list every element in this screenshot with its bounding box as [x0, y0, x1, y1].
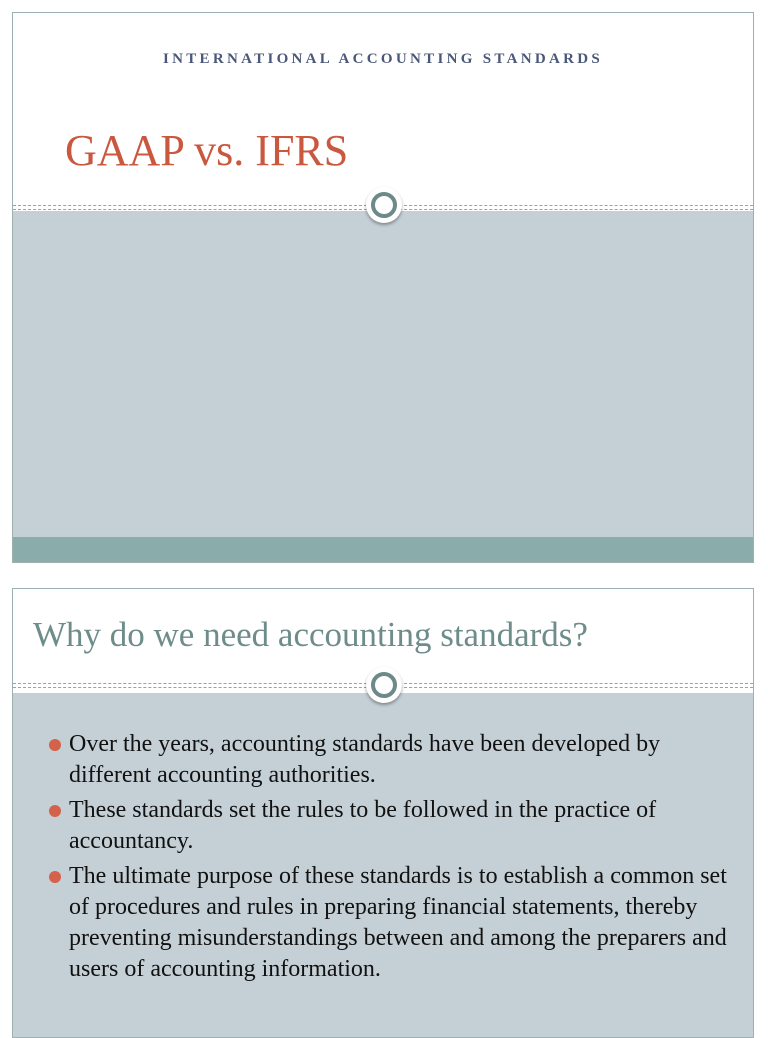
- bullet-item: [47, 729, 727, 791]
- slide-subtitle: INTERNATIONAL ACCOUNTING STANDARDS: [162, 51, 604, 67]
- title-content-panel: [13, 211, 753, 537]
- title-footer-band: [13, 537, 753, 563]
- title-slide: [12, 12, 754, 563]
- bullet-dot-icon: [49, 739, 61, 751]
- bullet-text: These standards set the rules to be followed in the practice of accountancy.: [69, 797, 657, 854]
- circle-ornament-icon: [366, 187, 402, 223]
- bullet-dot-icon: [49, 871, 61, 883]
- slide-heading: Why do we need accounting standards?: [33, 615, 588, 654]
- bullet-item: [47, 861, 727, 985]
- bullet-list: [47, 729, 727, 989]
- bullet-text: Over the years, accounting standards have been developed by different accounting authorities.: [69, 731, 661, 788]
- content-slide: [12, 588, 754, 1038]
- bullet-dot-icon: [49, 805, 61, 817]
- circle-ornament-icon: [366, 667, 402, 703]
- bullet-item: [47, 795, 727, 857]
- bullet-text: The ultimate purpose of these standards is to establish a common set of procedures and rules in preparing financial statements, thereby preventing misunderstandings between and among the preparers and users of accounting information.: [69, 863, 727, 982]
- slide-title: GAAP vs. IFRS: [65, 126, 349, 175]
